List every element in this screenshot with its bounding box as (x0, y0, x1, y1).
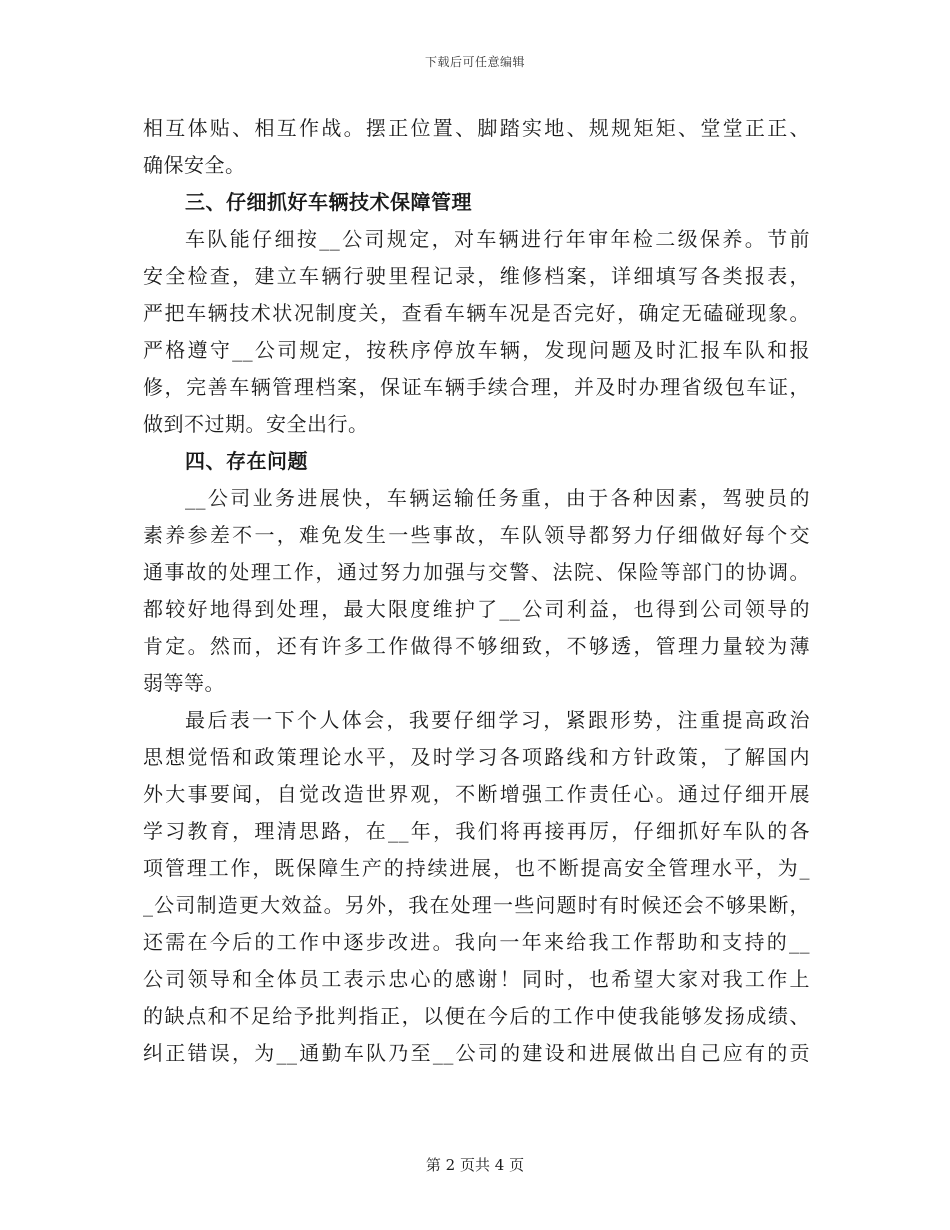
text-line: 纠正错误，为__通勤车队乃至__公司的建设和进展做出自己应有的贡 (143, 1041, 810, 1065)
text-line: _公司制造更大效益。另外，我在处理一些问题时有时候还会不够果断， (143, 893, 810, 917)
text-line: 都较好地得到处理，最大限度维护了__公司利益，也得到公司领导的 (143, 597, 810, 621)
text-line: 素养参差不一，难免发生一些事故，车队领导都努力仔细做好每个交 (143, 523, 810, 547)
text-line: 严格遵守__公司规定，按秩序停放车辆，发现问题及时汇报车队和报 (143, 338, 810, 362)
text-line: 公司领导和全体员工表示忠心的感谢！同时，也希望大家对我工作上 (143, 967, 810, 991)
paragraph (143, 480, 810, 702)
text-line: 做到不过期。安全出行。 (143, 412, 369, 436)
text-line: __公司业务进展快，车辆运输任务重，由于各种因素，驾驶员的 (185, 486, 810, 510)
text-line: 的缺点和不足给予批判指正，以便在今后的工作中使我能够发扬成绩、 (143, 1004, 810, 1028)
text-line: 车队能仔细按__公司规定，对车辆进行年审年检二级保养。节前 (185, 227, 810, 251)
paragraph (143, 221, 810, 443)
text-line: 最后表一下个人体会，我要仔细学习，紧跟形势，注重提高政治 (185, 708, 810, 732)
header-note: 下载后可任意编辑 (424, 55, 525, 69)
text-line: 通事故的处理工作，通过努力加强与交警、法院、保险等部门的协调。 (143, 560, 810, 584)
text-line: 思想觉悟和政策理论水平，及时学习各项路线和方针政策，了解国内 (143, 745, 810, 769)
paragraph (143, 702, 810, 1072)
section-heading: 四、存在问题 (185, 449, 308, 473)
text-line: 安全检查，建立车辆行驶里程记录，维修档案，详细填写各类报表， (143, 264, 810, 288)
text-line: 弱等等。 (143, 671, 225, 695)
page-number-footer: 第 2 页共 4 页 (425, 1156, 525, 1174)
text-line: 外大事要闻，自觉改造世界观，不断增强工作责任心。通过仔细开展 (143, 782, 810, 806)
text-line: 肯定。然而，还有许多工作做得不够细致，不够透，管理力量较为薄 (143, 634, 810, 658)
text-line: 严把车辆技术状况制度关，查看车辆车况是否完好，确定无磕碰现象。 (143, 301, 810, 325)
text-line: 相互体贴、相互作战。摆正位置、脚踏实地、规规矩矩、堂堂正正、 (143, 116, 810, 140)
text-line: 项管理工作，既保障生产的持续进展，也不断提高安全管理水平，为_ (143, 856, 810, 880)
text-line: 确保安全。 (143, 153, 246, 177)
section-heading: 三、仔细抓好车辆技术保障管理 (185, 190, 472, 214)
paragraph (143, 110, 810, 184)
text-line: 修，完善车辆管理档案，保证车辆手续合理，并及时办理省级包车证， (143, 375, 810, 399)
text-line: 还需在今后的工作中逐步改进。我向一年来给我工作帮助和支持的__ (143, 930, 810, 954)
text-line: 学习教育，理清思路，在__年，我们将再接再厉，仔细抓好车队的各 (143, 819, 810, 843)
document-body (143, 110, 810, 1072)
